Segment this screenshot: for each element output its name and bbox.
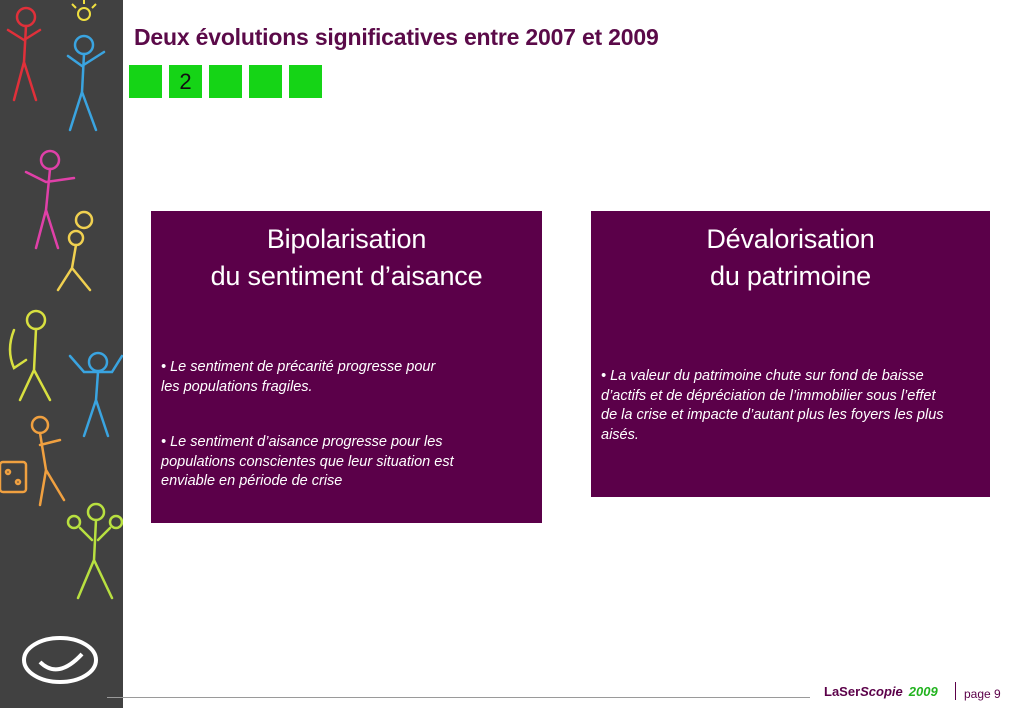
devalorisation-box [591, 211, 990, 497]
bullet-line: populations conscientes que leur situation est [161, 453, 454, 470]
step-4[interactable] [249, 65, 282, 98]
lightbulb-icon [72, 0, 96, 20]
footer-separator [955, 682, 956, 700]
step-3[interactable] [209, 65, 242, 98]
bipolarisation-heading [151, 221, 542, 295]
step-2-active[interactable]: 2 [169, 65, 202, 98]
page-number: page 9 [964, 687, 1001, 701]
dice-icon [0, 462, 26, 492]
bullet-line: les populations fragiles. [161, 378, 313, 395]
stick-figures-illustration [0, 0, 123, 708]
step-1[interactable] [129, 65, 162, 98]
box-title-line: du patrimoine [710, 261, 871, 291]
brand-logo-text [824, 684, 938, 699]
step-5[interactable] [289, 65, 322, 98]
bullet-line: • Le sentiment de précarité progresse pour [161, 359, 436, 375]
bullet-line: • Le sentiment d’aisance progresse pour les [161, 434, 443, 450]
box-title-line: Dévalorisation [706, 224, 875, 254]
devalorisation-heading [591, 221, 990, 295]
brand-name-scopie: Scopie [860, 684, 903, 699]
bullet-line: aisés. [601, 426, 639, 443]
decorative-sidebar [0, 0, 123, 708]
box-title-line: du sentiment d’aisance [210, 261, 483, 291]
bullet-precarite [161, 358, 533, 397]
footer-divider [107, 697, 810, 698]
bullet-line: • La valeur du patrimoine chute sur fond de baisse [601, 368, 924, 384]
laser-logo-icon [24, 638, 96, 682]
bullet-aisance [161, 433, 533, 492]
brand-name: LaSer [824, 684, 861, 699]
bullet-line: enviable en période de crise [161, 473, 343, 489]
brand-year: 2009 [908, 684, 938, 699]
bullet-patrimoine [601, 367, 986, 445]
box-title-line: Bipolarisation [266, 224, 427, 254]
bullet-line: de la crise et impacte d’autant plus les foyers les plus [601, 407, 944, 423]
bipolarisation-box [151, 211, 542, 523]
slide-title: Deux évolutions significatives entre 2007 et 2009 [134, 24, 659, 50]
bullet-line: d’actifs et de dépréciation de l’immobilier sous l’effet [601, 387, 936, 404]
